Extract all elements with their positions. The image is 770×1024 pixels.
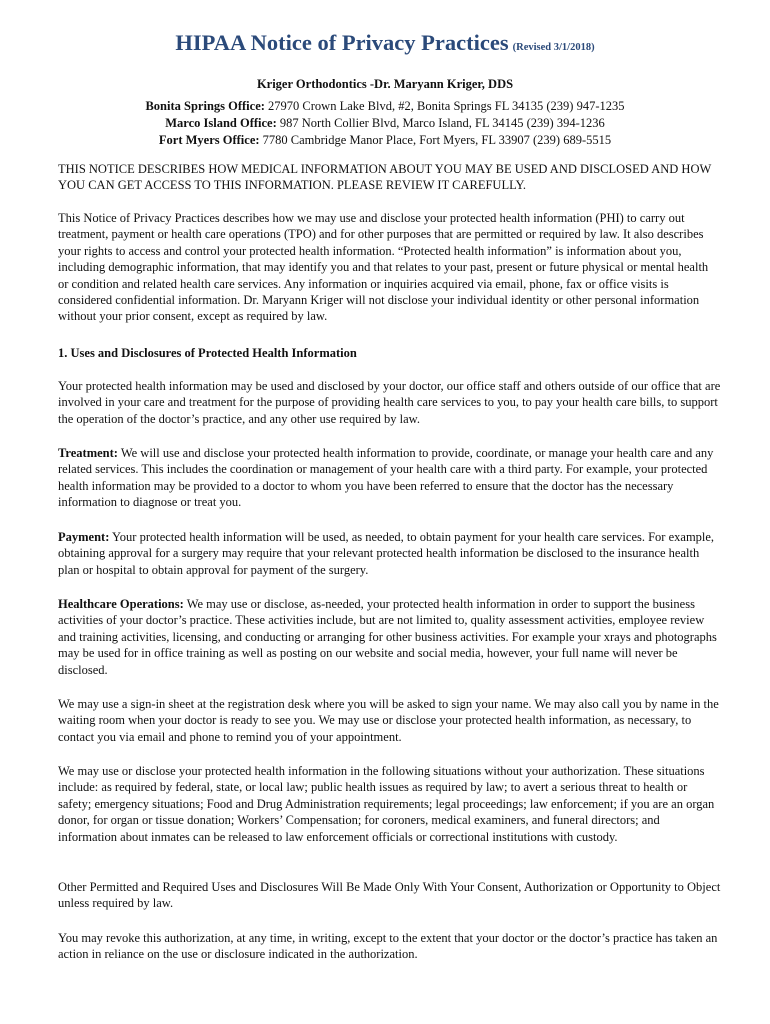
office-label: Bonita Springs Office: <box>145 99 265 113</box>
other-uses-paragraph: Other Permitted and Required Uses and Disclosures Will Be Made Only With Your Consent, Authorization or Opportunity to Object unless required by law. <box>58 880 721 911</box>
notice-statement: THIS NOTICE DESCRIBES HOW MEDICAL INFORMATION ABOUT YOU MAY BE USED AND DISCLOSED AND HOW YOU CAN GET ACCESS TO THIS INFORMATION. PLEASE REVIEW IT CAREFULLY. <box>58 162 712 193</box>
office-bonita-springs <box>0 99 770 114</box>
practice-name: Kriger Orthodontics -Dr. Maryann Kriger, DDS <box>256 77 514 91</box>
document-title: HIPAA Notice of Privacy Practices <box>175 30 509 55</box>
payment-paragraph <box>58 529 721 578</box>
operations-label: Healthcare Operations: <box>58 597 184 611</box>
office-details: 7780 Cambridge Manor Place, Fort Myers, FL 33907 (239) 689-5515 <box>262 133 612 147</box>
treatment-paragraph <box>58 445 721 511</box>
payment-text: Your protected health information will be used, as needed, to obtain payment for your health care services. For example, obtaining approval for a surgery may require that your relevant protected health information be disclosed to the insurance health plan or hospital to obtain approval for payment of the surgery. <box>58 530 715 577</box>
office-marco-island <box>0 116 770 131</box>
operations-paragraph <box>58 596 721 678</box>
office-details: 27970 Crown Lake Blvd, #2, Bonita Springs FL 34135 (239) 947-1235 <box>268 99 625 113</box>
treatment-text: We will use and disclose your protected health information to provide, coordinate, or manage your health care and any related services. This includes the coordination or management of your health care with a third party. For example, your protected health information may be provided to a doctor to whom you have been referred to ensure that the doctor has the necessary information to diagnose or treat you. <box>58 446 714 510</box>
payment-label: Payment: <box>58 530 110 544</box>
office-details: 987 North Collier Blvd, Marco Island, FL 34145 (239) 394-1236 <box>279 116 605 130</box>
revoke-paragraph: You may revoke this authorization, at any time, in writing, except to the extent that your doctor or the doctor’s practice has taken an action in reliance on the use or disclosure indicated in the authorization. <box>58 931 718 962</box>
intro-paragraph: This Notice of Privacy Practices describes how we may use and disclose your protected health information (PHI) to carry out treatment, payment or health care operations (TPO) and for other purposes that are permitted or required by law. It also describes your rights to access and control your protected health information. “Protected health information” is information about you, including demographic information, that may identify you and that relates to your past, present or future physical or mental health or condition and related health care services. Any information or inquiries acquired via email, phone, fax or office visits is considered confidential information. Dr. Maryann Kriger will not disclose your individual identity or other personal information without your prior consent, except as required by law. <box>58 211 709 324</box>
section-heading: 1. Uses and Disclosures of Protected Health Information <box>58 346 357 360</box>
treatment-label: Treatment: <box>58 446 118 460</box>
operations-text: We may use or disclose, as-needed, your protected health information in order to support the business activities of your doctor’s practice. These activities include, but are not limited to, quality assessment activities, employee review and training activities, licensing, and conducting or arranging for other business activities. For example your xrays and photographs may be used for in office training as well as posting on our website and social media, however, your full name will never be disclosed. <box>58 597 717 677</box>
title-row <box>0 30 770 56</box>
without-authorization-paragraph: We may use or disclose your protected health information in the following situations without your authorization. These situations include: as required by federal, state, or local law; public health issues as required by law; to avert a serious threat to health or safety; emergency situations; Food and Drug Administration requirements; legal proceedings; law enforcement; if you are an organ donor, for organ or tissue donation; Workers’ Compensation; for coroners, medical examiners, and funeral directors; and information about inmates can be released to law enforcement officials or correctional institutions with custody. <box>58 764 715 844</box>
uses-paragraph: Your protected health information may be used and disclosed by your doctor, our office staff and others outside of our office that are involved in your care and treatment for the purpose of providing health care services to you, to pay your health care bills, to support the operation of the doctor’s practice, and any other use required by law. <box>58 379 721 426</box>
office-fort-myers <box>0 133 770 148</box>
office-label: Fort Myers Office: <box>158 133 260 147</box>
office-label: Marco Island Office: <box>165 116 277 130</box>
revision-date: (Revised 3/1/2018) <box>512 42 595 53</box>
signin-paragraph: We may use a sign-in sheet at the registration desk where you will be asked to sign your name. We may also call you by name in the waiting room when your doctor is ready to see you. We may use or disclose your protected health information, as necessary, to contact you via email and phone to remind you of your appointment. <box>58 697 719 744</box>
